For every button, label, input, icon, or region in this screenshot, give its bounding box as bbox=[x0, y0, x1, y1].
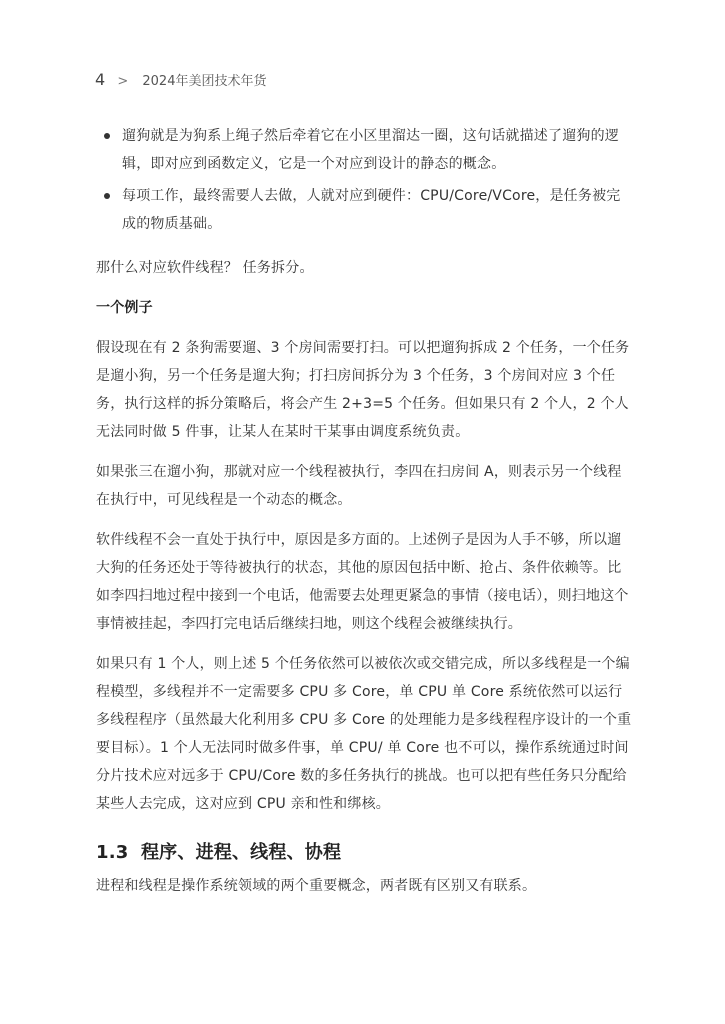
body-paragraph: 如果只有 1 个人，则上述 5 个任务依然可以被依次或交错完成，所以多线程是一个编程模型，多线程并不一定需要多 CPU 多 Core，单 CPU 单 Core 系统依然可以运行多线程程序（虽然最大化利用多 CPU 多 Core 的处理能力是多线程程序设计的一个重要目标）。1 个人无法同时做多件事，单 CPU/ 单 Core 也不可以，操作系统通过时间分片技术应对远多于 CPU/Core 数的多任务执行的挑战。也可以把有些任务只分配给某些人去完成，这对应到 CPU 亲和性和绑核。 bbox=[96, 656, 632, 812]
body-paragraph: 如果张三在遛小狗，那就对应一个线程被执行，李四在扫房间 A，则表示另一个线程在执行中，可见线程是一个动态的概念。 bbox=[96, 464, 622, 508]
section-heading bbox=[96, 838, 632, 868]
bullet-text: 遛狗就是为狗系上绳子然后牵着它在小区里溜达一圈，这句话就描述了遛狗的逻辑，即对应到函数定义，它是一个对应到设计的静态的概念。 bbox=[122, 128, 619, 172]
page-header bbox=[95, 70, 266, 89]
bullet-item bbox=[96, 182, 632, 238]
page-content bbox=[96, 122, 632, 912]
question-paragraph: 那什么对应软件线程？ 任务拆分。 bbox=[96, 260, 314, 276]
header-separator: > bbox=[117, 74, 129, 89]
book-title: 2024年美团技术年货 bbox=[142, 74, 267, 89]
example-heading: 一个例子 bbox=[96, 300, 153, 316]
section-intro: 进程和线程是操作系统领域的两个重要概念，两者既有区别又有联系。 bbox=[96, 878, 537, 894]
bullet-dot-icon bbox=[104, 193, 110, 199]
bullet-dot-icon bbox=[104, 133, 110, 139]
bullet-item bbox=[96, 122, 632, 178]
body-paragraph: 软件线程不会一直处于执行中，原因是多方面的。上述例子是因为人手不够，所以遛大狗的任务还处于等待被执行的状态，其他的原因包括中断、抢占、条件依赖等。比如李四扫地过程中接到一个电话，他需要去处理更紧急的事情（接电话），则扫地这个事情被挂起，李四打完电话后继续扫地，则这个线程会被继续执行。 bbox=[96, 532, 629, 632]
page-number: 4 bbox=[95, 70, 106, 89]
section-title: 程序、进程、线程、协程 bbox=[140, 842, 342, 863]
section-number: 1.3 bbox=[96, 842, 129, 863]
bullet-text: 每项工作，最终需要人去做，人就对应到硬件：CPU/Core/VCore，是任务被完成的物质基础。 bbox=[122, 188, 621, 232]
bullet-list bbox=[96, 122, 632, 238]
body-paragraph: 假设现在有 2 条狗需要遛、3 个房间需要打扫。可以把遛狗拆成 2 个任务，一个任务是遛小狗，另一个任务是遛大狗；打扫房间拆分为 3 个任务，3 个房间对应 3 个任务，执行这样的拆分策略后，将会产生 2+3=5 个任务。但如果只有 2 个人，2 个人无法同时做 5 件事，让某人在某时干某事由调度系统负责。 bbox=[96, 340, 630, 440]
